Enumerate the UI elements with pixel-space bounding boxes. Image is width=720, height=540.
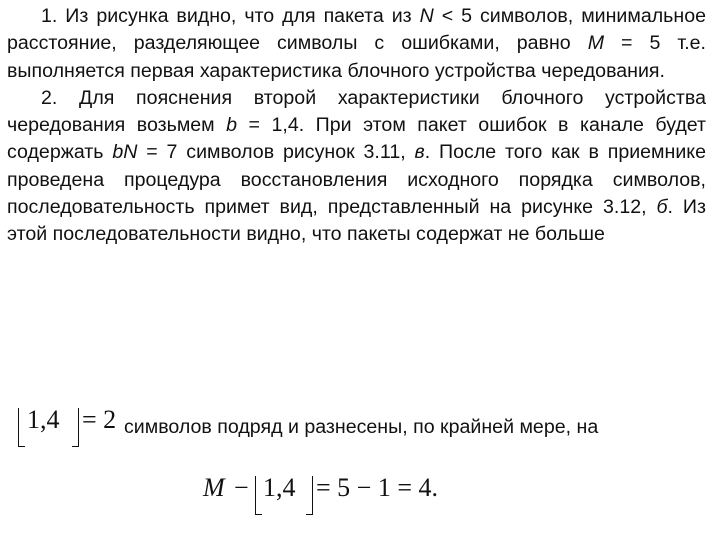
paragraph-2-text-a: 2. Для пояснения второй характеристики блочного устройства чередования возьмем [7, 86, 706, 137]
variable-b: b [226, 114, 238, 137]
formula-2-minus: − [234, 473, 249, 502]
paragraph-2 [7, 85, 706, 249]
paragraph-1 [7, 3, 706, 85]
floor-bracket-left [255, 476, 262, 515]
figure-ref-v: в [414, 141, 425, 164]
paragraph-2-text-e: . Из этой последовательности видно, что пакеты содержат не больше [7, 196, 706, 246]
variable-m: M [587, 32, 605, 55]
formula-2-variable-m: M [203, 473, 225, 502]
figure-ref-b: б [656, 196, 668, 219]
floor-argument: 1,4 [263, 473, 296, 502]
paragraph-2-text-c: = 7 символов рисунок 3.11, [137, 141, 415, 164]
formula-2-result: = 5 − 1 = 4. [316, 473, 438, 502]
paragraph-2-text-d: . После того как в приемнике проведена процедура восстановления исходного порядка символов, последовательность примет вид, представленный на рисунке 3.12, [7, 141, 706, 219]
continuation-text: символов подряд и разнесены, по крайней мере, на [124, 416, 599, 438]
floor-bracket-right [306, 476, 313, 515]
formula-1-result: = 2 [82, 405, 117, 434]
floor-bracket-right [72, 408, 79, 447]
floor-bracket-left [18, 408, 25, 447]
variable-bn: bN [112, 141, 138, 164]
paragraph-1-text-b: < 5 символов, минимальное расстояние, разделяющее символы с ошибками, равно [7, 5, 706, 55]
floor-argument: 1,4 [27, 405, 60, 434]
paragraph-2-text-b: = 1,4. При этом пакет ошибок в канале будет содержать [7, 114, 707, 164]
variable-n: N [419, 5, 434, 27]
body-text [7, 3, 706, 249]
paragraph-1-text-c: = 5 т.е. выполняется первая характеристика блочного устройства чередования. [7, 32, 706, 82]
paragraph-1-text-a: 1. Из рисунка видно, что для пакета из [41, 5, 420, 27]
